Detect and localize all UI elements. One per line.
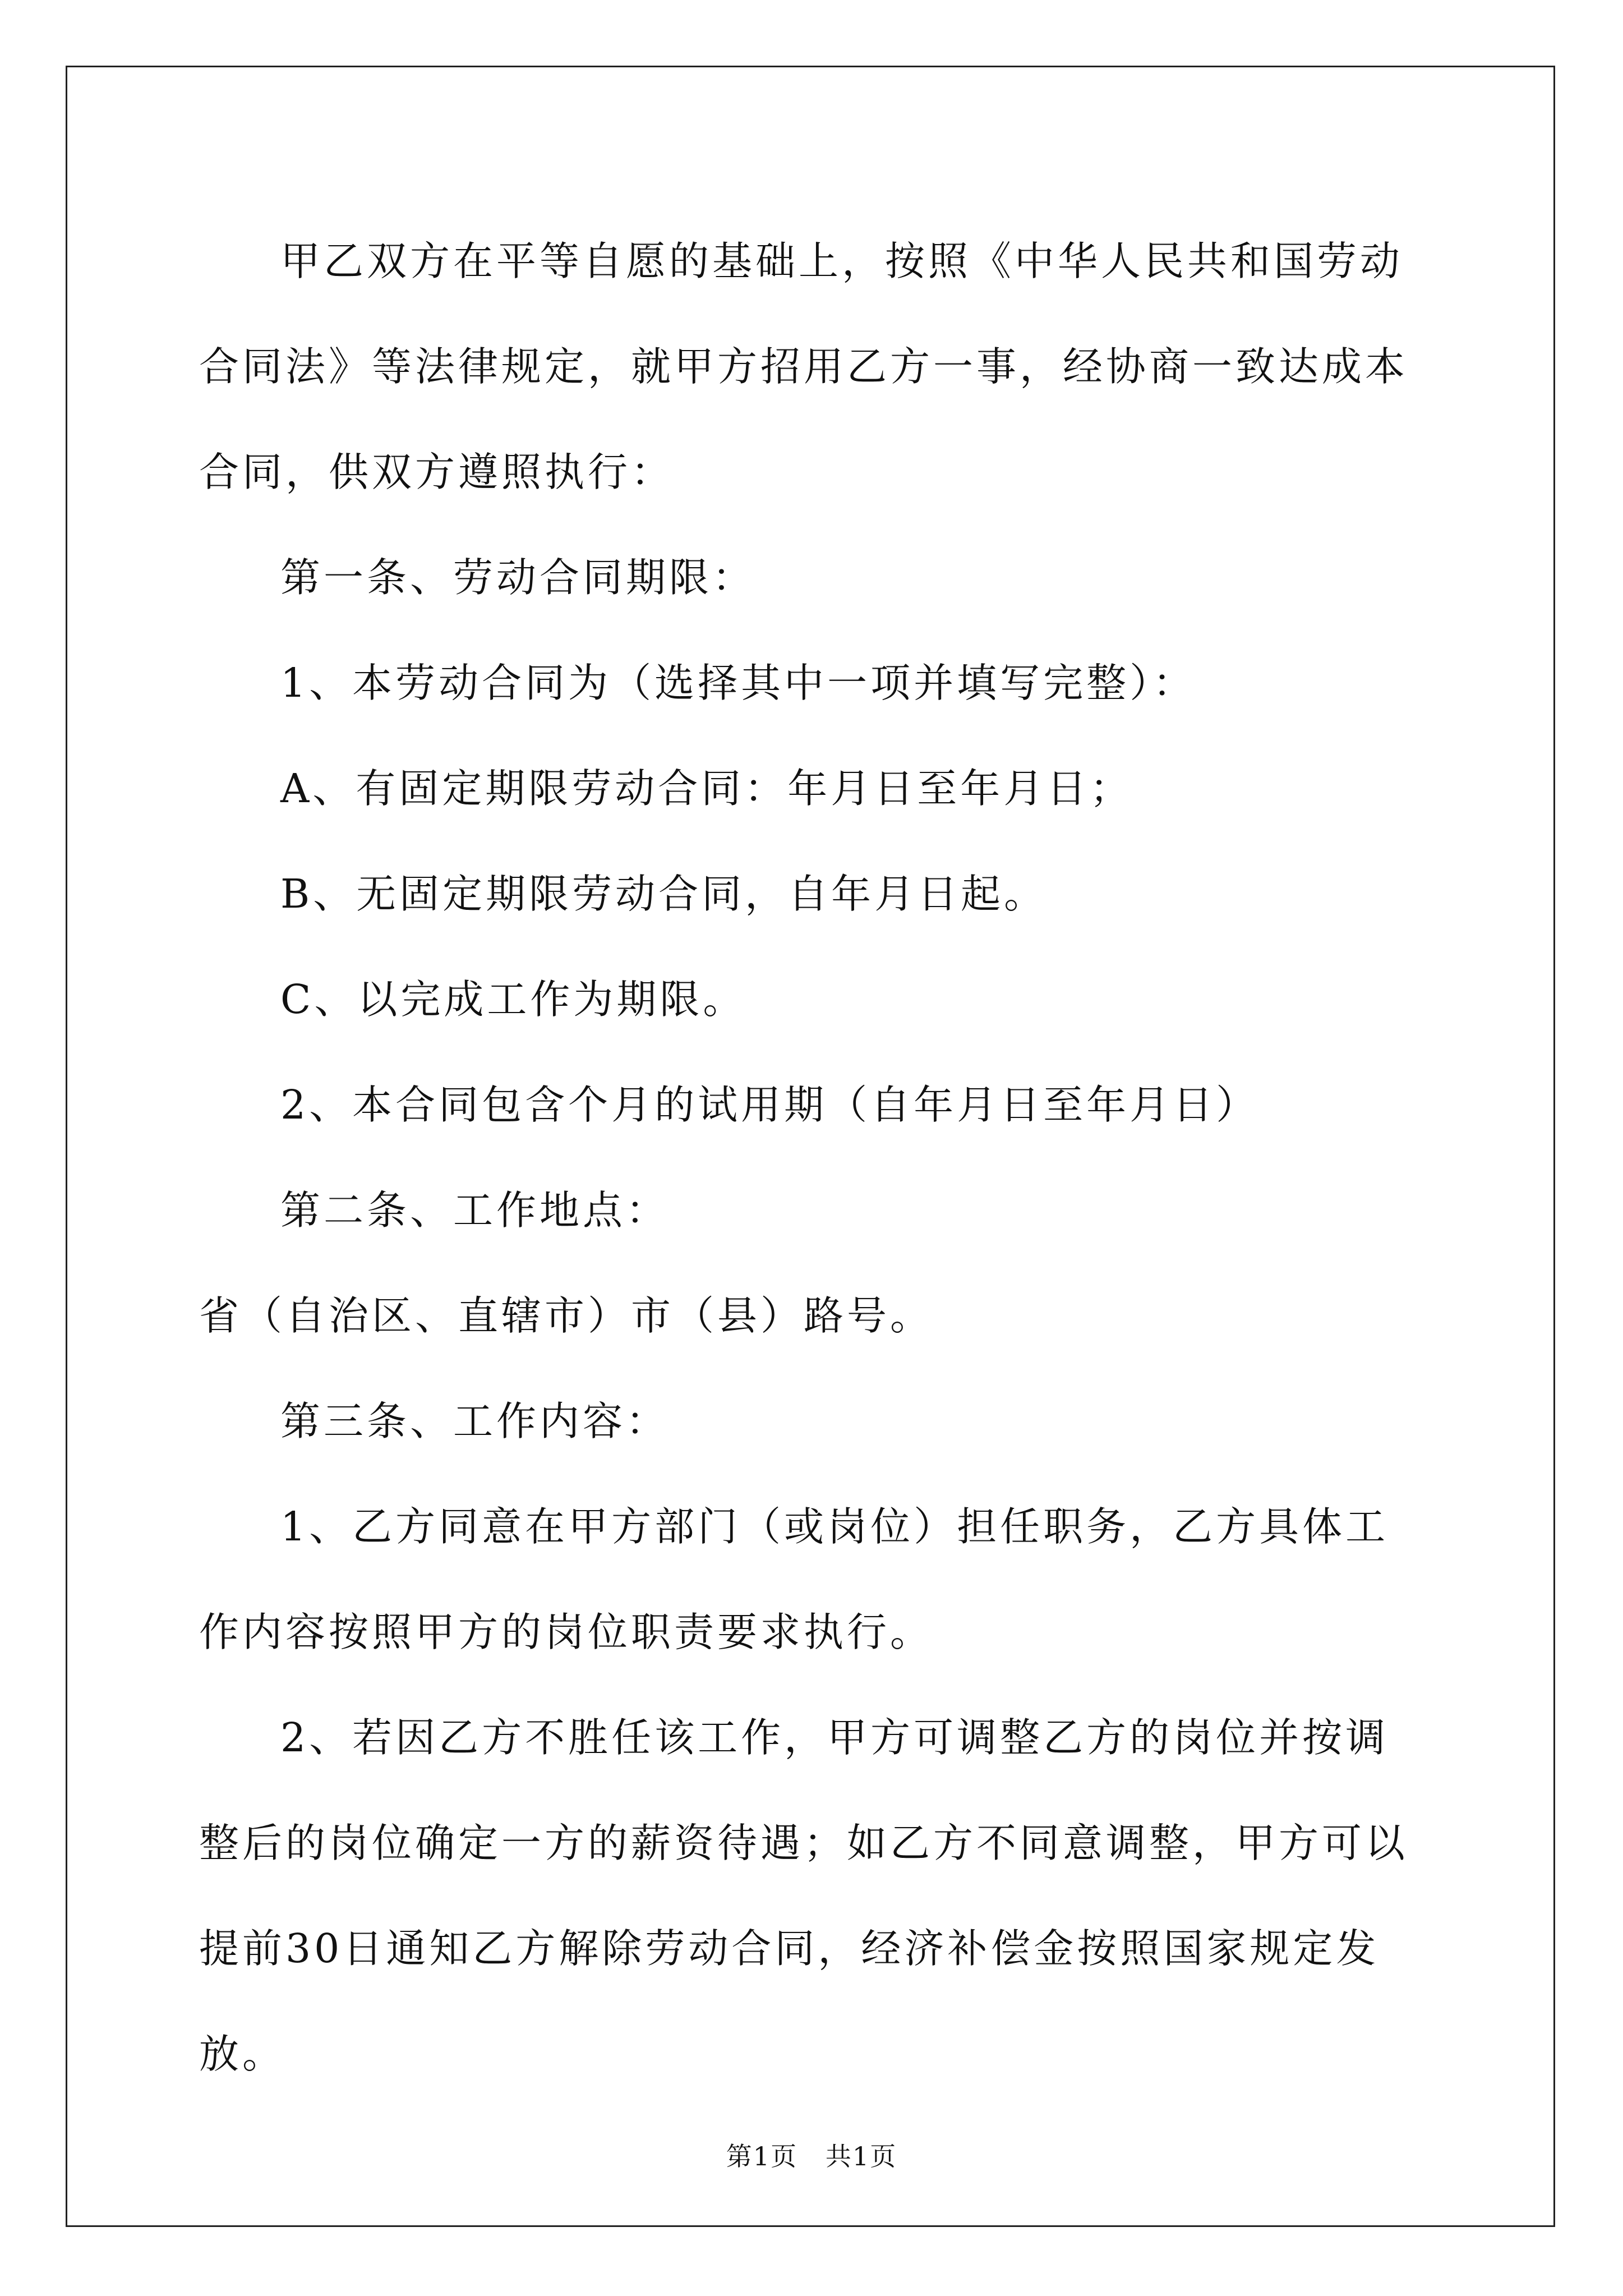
paragraph-article-3-item-2: 2、若因乙方不胜任该工作，甲方可调整乙方的岗位并按调整后的岗位确定一方的薪资待遇；如乙方不同意调整，甲方可以提前30日通知乙方解除劳动合同，经济补偿金按照国家规定发放。: [199, 1714, 1409, 2077]
paragraph-option-c: C、以完成工作为期限。: [280, 976, 746, 1023]
paragraph-option-a: A、有固定期限劳动合同：年月日至年月日；: [280, 765, 1133, 812]
paragraph-preamble: 甲乙双方在平等自愿的基础上，按照《中华人民共和国劳动合同法》等法律规定，就甲方招用乙方一事，经协商一致达成本合同，供双方遵照执行：: [199, 238, 1409, 495]
article-3-heading: 第三条、工作内容：: [280, 1398, 670, 1444]
paragraph-option-b: B、无固定期限劳动合同，自年月日起。: [280, 871, 1048, 917]
article-1-heading: 第一条、劳动合同期限：: [280, 554, 756, 601]
paragraph-article-1-item-1: 1、本劳动合同为（选择其中一项并填写完整）：: [280, 660, 1196, 706]
paragraph-work-address: 省（自治区、直辖市）市（县）路号。: [199, 1292, 934, 1339]
document-body: [199, 209, 1422, 2107]
paragraph-article-1-item-2: 2、本合同包含个月的试用期（自年月日至年月日）: [280, 1082, 1260, 1128]
article-2-heading: 第二条、工作地点：: [280, 1187, 670, 1234]
page-number-footer: 第1页 共1页: [726, 2141, 897, 2171]
paragraph-article-3-item-1: 1、乙方同意在甲方部门（或岗位）担任职务，乙方具体工作内容按照甲方的岗位职责要求执行。: [199, 1503, 1389, 1655]
